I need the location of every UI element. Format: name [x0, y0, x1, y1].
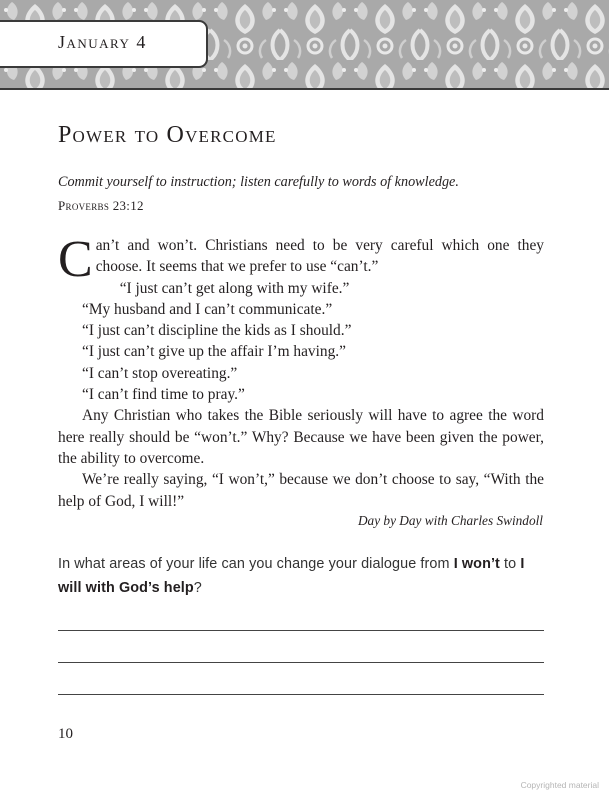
prompt-bold: I won’t	[453, 556, 500, 572]
page-number: 10	[58, 726, 73, 742]
scripture-verse: Commit yourself to instruction; listen carefully to words of knowledge.	[58, 174, 459, 190]
first-paragraph-text: an’t and won’t. Christians need to be very careful which one they choose. It seems that we prefer to use “can’t.”	[95, 237, 544, 276]
quote-line: “I just can’t get along with my wife.”	[119, 279, 350, 297]
quote-line: “I can’t find time to pray.”	[82, 386, 245, 404]
page-title: Power to Overcome	[58, 122, 277, 148]
entry-date: January 4	[58, 32, 147, 52]
quote-line: “I just can’t give up the affair I’m having.”	[82, 343, 346, 361]
quote-line: “I can’t stop overeating.”	[82, 364, 238, 382]
devotional-body	[58, 231, 544, 512]
prompt-text: In what areas of your life can you change your dialogue from	[58, 556, 454, 572]
prompt-text: ?	[193, 580, 202, 596]
quote-line: “I just can’t discipline the kids as I should.”	[82, 322, 352, 340]
copyright-watermark: Copyrighted material	[520, 780, 599, 790]
banner-bottom-rule	[0, 88, 609, 90]
source-attribution: Day by Day with Charles Swindoll	[357, 513, 543, 528]
drop-cap: C	[58, 231, 93, 288]
prompt-text: to	[499, 556, 521, 572]
writing-line[interactable]	[58, 630, 544, 631]
prompt-bold: I will with God’s help	[58, 556, 525, 596]
body-paragraph: We’re really saying, “I won’t,” because we don’t choose to say, “With the help of God, I will!”	[58, 471, 544, 510]
quote-line: “My husband and I can’t communicate.”	[82, 300, 333, 318]
scripture-reference: Proverbs 23:12	[58, 198, 144, 213]
writing-line[interactable]	[58, 694, 544, 695]
reflection-prompt	[58, 552, 548, 600]
body-paragraph: Any Christian who takes the Bible seriously will have to agree the word here really should be “won’t.” Why? Because we have been given the power, the ability to overcome.	[58, 407, 544, 467]
writing-line[interactable]	[58, 662, 544, 663]
